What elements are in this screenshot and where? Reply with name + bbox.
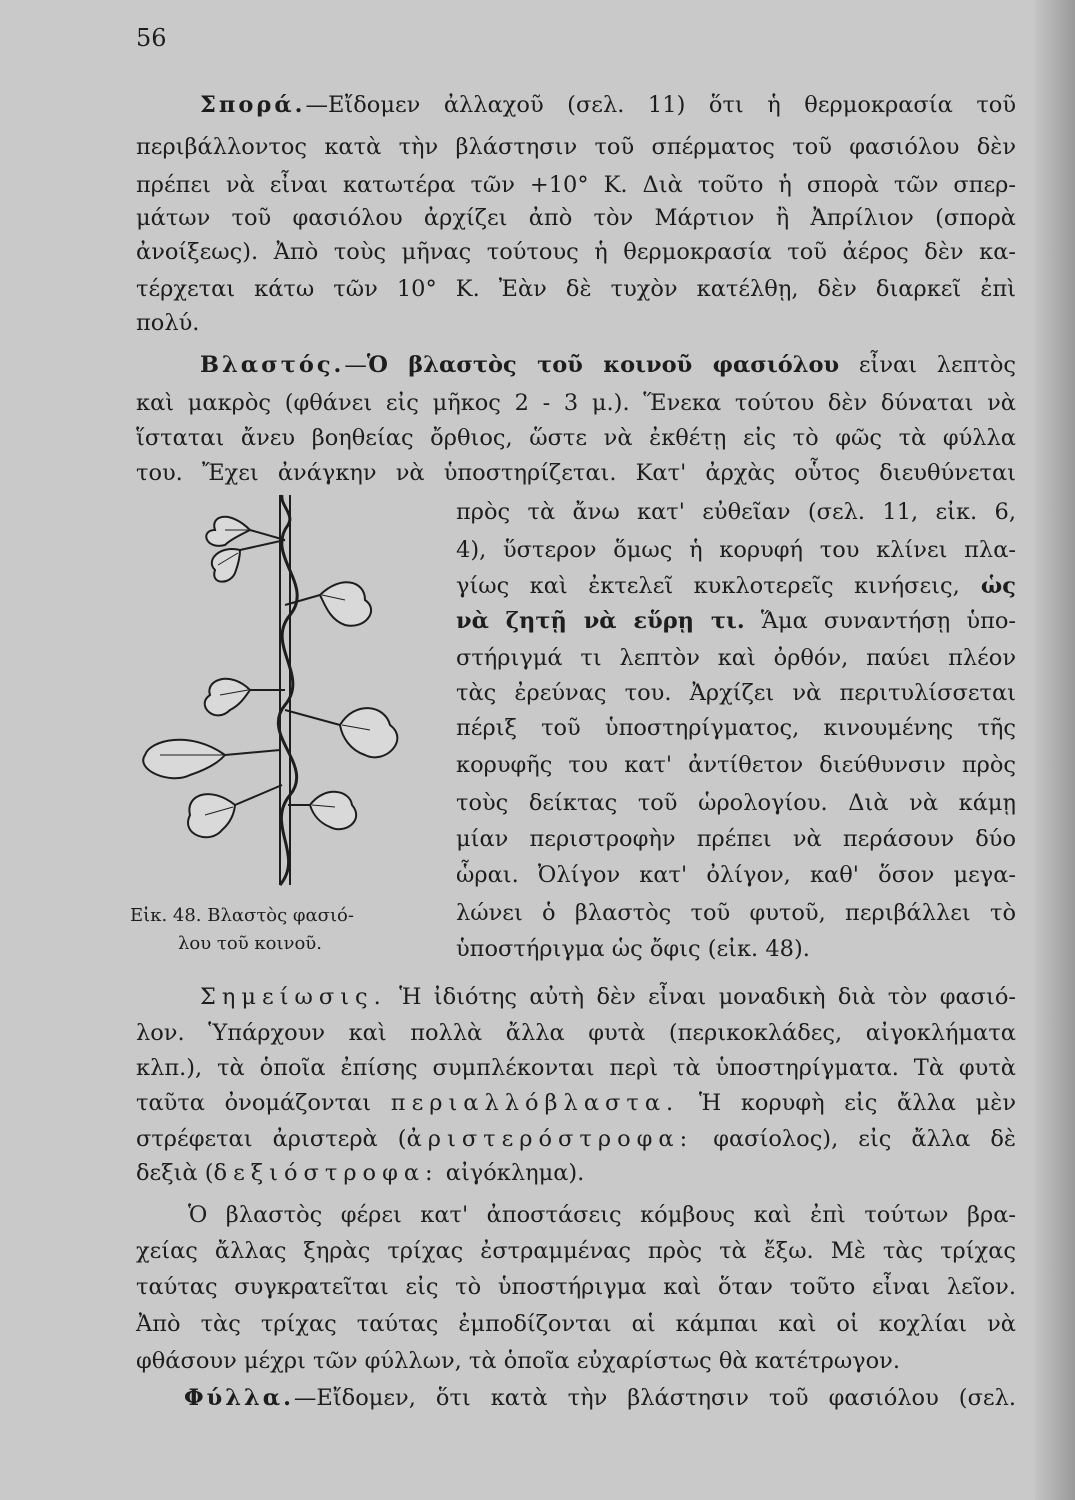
para2-col-line-6: τὰς ἐρεύνας του. Ἀρχίζει νὰ περιτυλίσσεται [456,680,1016,706]
para2-col-line-12: λώνει ὁ βλαστὸς τοῦ φυτοῦ, περιβάλλει τὸ [456,900,1016,926]
para1-heading: Σπορά. [200,92,306,118]
book-gutter-shadow [1035,0,1075,1500]
para3-line-2: χείας ἄλλας ξηρὰς τρίχας ἐστραμμένας πρὸς τὰ ἔξω. Μὲ τὰς τρίχας [136,1238,1016,1264]
term-periallovlasta: περιαλλόβλαστα. [390,1090,680,1116]
para3-line-1: Ὁ βλαστὸς φέρει κατ' ἀποστάσεις κόμβους καὶ ἐπὶ τούτων βρα- [188,1202,1016,1228]
para2-line-4: του. Ἔχει ἀνάγκην νὰ ὑποστηρίζεται. Κατ' ἀρχὰς οὗτος διευθύνεται [136,460,1016,486]
para2-line-3: ἵσταται ἄνευ βοηθείας ὄρθιος, ὥστε νὰ ἐκθέτῃ εἰς τὸ φῶς τὰ φύλλα [136,425,1016,451]
para1-line-6: τέρχεται κάτω τῶν 10° Κ. Ἐὰν δὲ τυχὸν κατέλθῃ, δὲν διαρκεῖ ἐπὶ [136,276,1016,302]
para1-line-5: ἀνοίξεως). Ἀπὸ τοὺς μῆνας τούτους ἡ θερμοκρασία τοῦ ἀέρος δὲν κα- [136,239,1016,265]
bean-stem-illustration [130,485,440,895]
para2-line-2: καὶ μακρὸς (φθάνει εἰς μῆκος 2 - 3 μ.). Ἕνεκα τούτου δὲν δύναται νὰ [136,390,1016,416]
para2-col-line-5: στήριγμά τι λεπτὸν καὶ ὀρθόν, παύει πλέον [456,645,1016,671]
note-line-1: Σημείωσις. Ἡ ἰδιότης αὐτὴ δὲν εἶναι μοναδικὴ διὰ τὸν φασιό- [200,984,1016,1010]
para3-line-3: ταύτας συγκρατεῖται εἰς τὸ ὑποστήριγμα καὶ ὅταν τοῦτο εἶναι λεῖον. [136,1274,1016,1300]
para2-col-line-11: ὧραι. Ὀλίγον κατ' ὀλίγον, καθ' ὅσον μεγα- [456,862,1016,888]
para1-line-2: περιβάλλοντος κατὰ τὴν βλάστησιν τοῦ σπέρματος τοῦ φασιόλου δὲν [136,134,1016,160]
note-heading: Σημείωσις. [200,984,387,1010]
para2-col-line-8: κορυφῆς του κατ' ἀντίθετον διεύθυνσιν πρὸς [456,752,1016,778]
para3-line-5: φθάσουν μέχρι τῶν φύλλων, τὰ ὁποῖα εὐχαρίστως θὰ κατέτρωγον. [136,1348,900,1374]
note-line-2: λον. Ὑπάρχουν καὶ πολλὰ ἄλλα φυτὰ (περικοκλάδες, αἰγοκλήματα [136,1020,1016,1046]
para2-col-line-13: ὑποστήριγμα ὡς ὄφις (εἰκ. 48). [456,936,810,962]
para2-col-line-7: πέριξ τοῦ ὑποστηρίγματος, κινουμένης τῆς [456,715,1016,741]
para3-line-4: Ἀπὸ τὰς τρίχας ταύτας ἐμποδίζονται αἱ κάμπαι καὶ οἱ κοχλίαι νὰ [136,1311,1016,1337]
figure-caption-line-2: λου τοῦ κοινοῦ. [178,933,322,954]
note-line-4: ταῦτα ὀνομάζονται περιαλλόβλαστα. Ἡ κορυφὴ εἰς ἄλλα μὲν [136,1090,1016,1116]
para4-line-1: Φύλλα.—Εἴδομεν, ὅτι κατὰ τὴν βλάστησιν τοῦ φασιόλου (σελ. [184,1385,1016,1411]
para2-col-line-3: γίως καὶ ἐκτελεῖ κυκλοτερεῖς κινήσεις, ὡς [456,573,1016,599]
para2-col-line-2: 4), ὕστερον ὅμως ἡ κορυφή του κλίνει πλα- [456,537,1016,563]
para1-line-3: πρέπει νὰ εἶναι κατωτέρα τῶν +10° Κ. Διὰ τοῦτο ἡ σπορὰ τῶν σπερ- [136,172,1016,198]
para1-line-4: μάτων τοῦ φασιόλου ἀρχίζει ἀπὸ τὸν Μάρτιον ἢ Ἀπρίλιον (σπορὰ [136,205,1016,231]
page-number: 56 [136,24,167,52]
para2-col-line-4: νὰ ζητῇ νὰ εὕρῃ τι. Ἅμα συναντήσῃ ὑπο- [456,608,1017,634]
figure-caption-line-1: Εἰκ. 48. Βλαστὸς φασιό- [130,905,354,926]
term-aristerostrofa: ἀριστερόστροφα: [406,1126,694,1152]
para2-bold-question: νὰ ζητῇ νὰ εὕρῃ τι. [456,608,745,634]
para2-col-line-10: μίαν περιστροφὴν πρέπει νὰ περάσουν δύο [456,826,1016,852]
para4-heading: Φύλλα. [184,1385,294,1411]
para2-bold-phrase: Ὁ βλαστὸς τοῦ κοινοῦ φασιόλου [366,352,840,378]
para2-col-line-1: πρὸς τὰ ἄνω κατ' εὐθεῖαν (σελ. 11, εἰκ. 6, [456,499,1016,525]
para2-line-1: Βλαστός.—Ὁ βλαστὸς τοῦ κοινοῦ φασιόλου εἶναι λεπτὸς [200,352,1016,378]
note-line-3: κλπ.), τὰ ὁποῖα ἐπίσης συμπλέκονται περὶ τὰ ὑποστηρίγματα. Τὰ φυτὰ [136,1055,1016,1081]
para1-line-7: πολύ. [136,310,200,336]
para2-col-line-9: τοὺς δείκτας τοῦ ὡρολογίου. Διὰ νὰ κάμῃ [456,790,1016,816]
para2-heading: Βλαστός. [200,352,345,378]
note-line-6: δεξιὰ (δεξιόστροφα: αἰγόκλημα). [136,1160,585,1186]
para1-line-1: Σπορά.—Εἴδομεν ἀλλαχοῦ (σελ. 11) ὅτι ἡ θερμοκρασία τοῦ [200,92,1016,118]
term-dexiostrofa: δεξιόστροφα: [213,1160,439,1186]
note-line-5: στρέφεται ἀριστερὰ (ἀριστερόστροφα: φασίολος), εἰς ἄλλα δὲ [136,1126,1016,1152]
